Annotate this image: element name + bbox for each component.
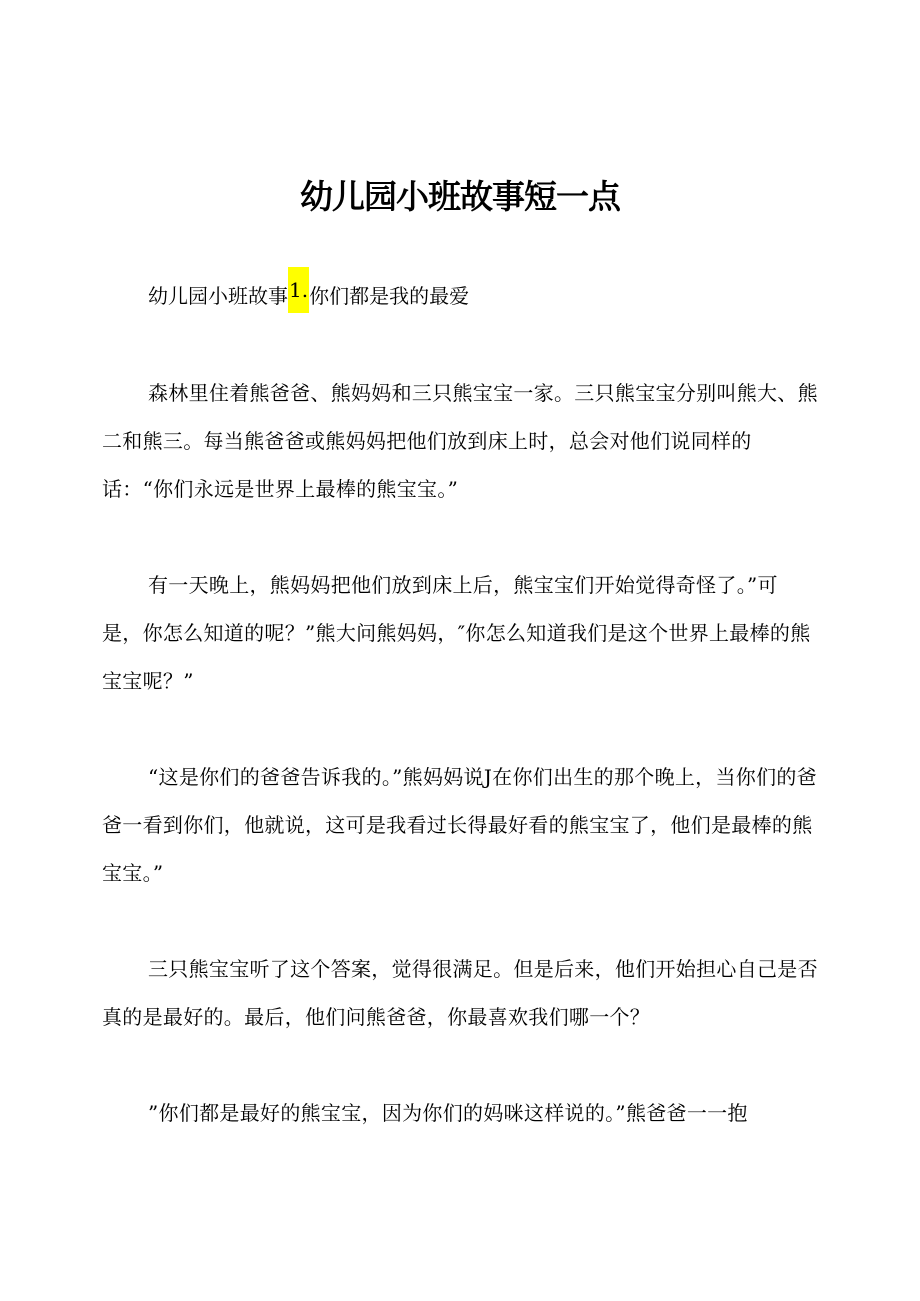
story-heading <box>148 277 470 313</box>
document-title: 幼儿园小班故事短一点 <box>300 177 620 216</box>
paragraph-3: “这是你们的爸爸告诉我的。”熊妈妈说J在你们出生的那个晚上，当你们的爸爸一看到你们，他就说，这可是我看过长得最好看的熊宝宝了，他们是最棒的熊宝宝。” <box>102 765 817 885</box>
paragraph-5: ”你们都是最好的熊宝宝，因为你们的妈咪这样说的。”熊爸爸一一抱 <box>148 1101 748 1125</box>
story-heading-text: 你们都是我的最爱 <box>309 284 470 308</box>
story-heading-prefix: 幼儿园小班故事 <box>148 284 288 308</box>
paragraph-2: 有一天晚上，熊妈妈把他们放到床上后，熊宝宝们开始觉得奇怪了。”可是，你怎么知道的呢？”熊大问熊妈妈，″你怎么知道我们是这个世界上最棒的熊宝宝呢？” <box>102 573 811 693</box>
highlighted-number: 1. <box>288 267 309 313</box>
paragraph-1: 森林里住着熊爸爸、熊妈妈和三只熊宝宝一家。三只熊宝宝分别叫熊大、熊二和熊三。每当熊爸爸或熊妈妈把他们放到床上时，总会对他们说同样的话：“你们永远是世界上最棒的熊宝宝。” <box>102 381 818 501</box>
paragraph-4: 三只熊宝宝听了这个答案，觉得很满足。但是后来，他们开始担心自己是否真的是最好的。最后，他们问熊爸爸，你最喜欢我们哪一个？ <box>102 957 818 1029</box>
